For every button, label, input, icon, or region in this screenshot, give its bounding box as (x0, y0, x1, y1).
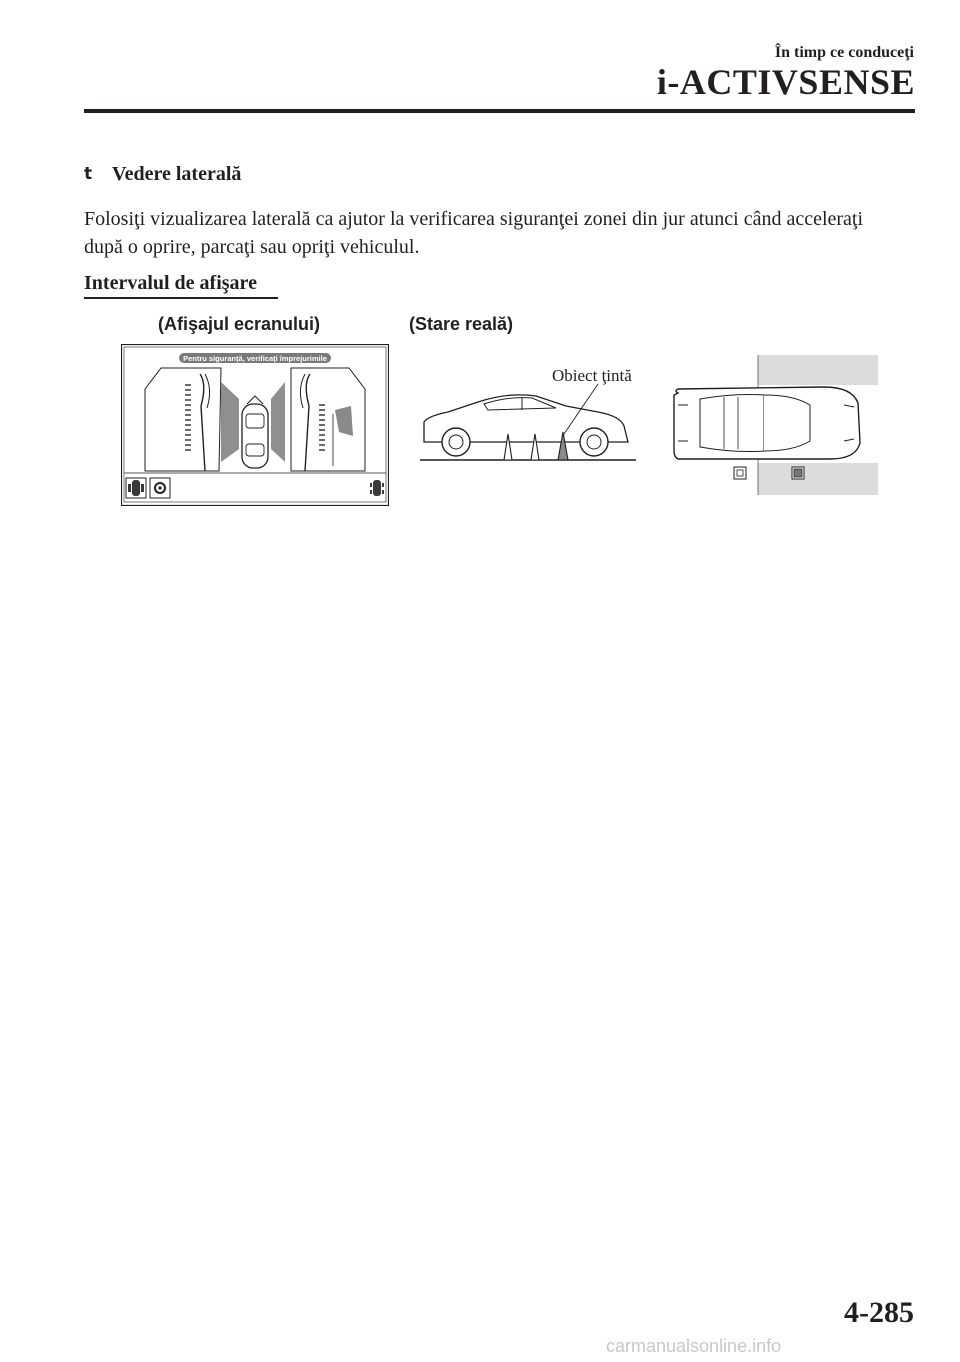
settings-gear-icon (150, 478, 170, 498)
section-title: Vedere laterală (112, 163, 242, 185)
real-top-view-illustration (664, 355, 878, 495)
section-paragraph: Folosiţi vizualizarea laterală ca ajutor la verificarea siguranţei zonei din jur atunci când acceleraţi după o oprire, parcaţi sau opriţi vehiculul. (84, 208, 864, 258)
target-cone-top-marker (792, 467, 804, 479)
header-divider (84, 109, 915, 113)
caption-real-state: (Stare reală) (409, 314, 514, 334)
chapter-title: i-ACTIVSENSE (656, 62, 915, 102)
view-switch-icon (126, 478, 146, 498)
page-number: 4-285 (844, 1296, 914, 1329)
cone-top-marker (734, 467, 746, 479)
parking-sensor-icon (369, 478, 385, 500)
screen-banner-text: Pentru siguranţă, verificaţi împrejurimile (183, 354, 327, 363)
car-top-icon (242, 396, 268, 468)
subheading-underline (84, 297, 278, 299)
caption-screen-display: (Afişajul ecranului) (158, 314, 321, 334)
section-bullet-marker: t (84, 164, 93, 184)
watermark: carmanualsonline.info (606, 1336, 782, 1356)
chapter-subtitle: În timp ce conduceţi (774, 44, 914, 61)
target-object-label: Obiect ţintă (552, 366, 632, 385)
subheading: Intervalul de afişare (84, 272, 257, 294)
side-view-screen-illustration (121, 344, 389, 506)
